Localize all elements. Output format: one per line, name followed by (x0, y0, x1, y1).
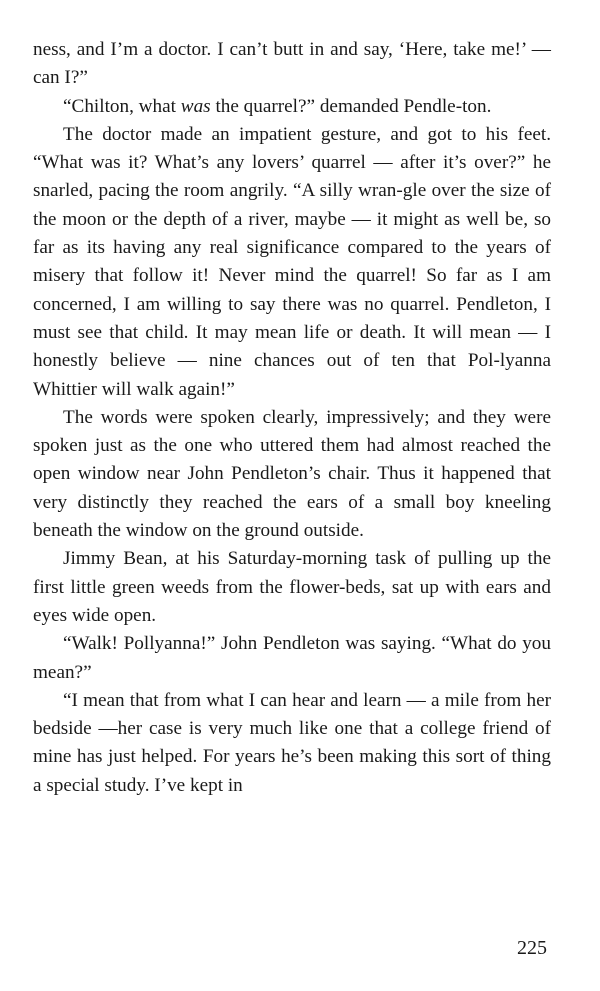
paragraph-4: The words were spoken clearly, impressively; and they were spoken just as the one who uttered them had almost reached the open window near John Pendleton’s chair. Thus it happened that very distinctly they reached the ears of a small boy kneeling beneath the window on the ground outside. (33, 406, 551, 542)
book-page-body (33, 36, 551, 800)
paragraph-2-tail: the quarrel?” demanded Pendle-ton. (210, 95, 492, 117)
paragraph-5: Jimmy Bean, at his Saturday-morning task of pulling up the first little green weeds from the flower-beds, sat up with ears and eyes wide open. (33, 548, 551, 626)
paragraph-3: The doctor made an impatient gesture, and got to his feet. “What was it? What’s any lovers’ quarrel — after it’s over?” he snarled, pacing the room angrily. “A silly wran-gle over the size of the moon or the depth of a river, maybe — it might as well be, so far as its having any real significance compared to the years of misery that follow it! Never mind the quarrel! So far as I am concerned, I am willing to say there was no quarrel. Pendleton, I must see that child. It may mean life or death. It will mean — I honestly believe — nine chances out of ten that Pol-lyanna Whittier will walk again!” (33, 123, 551, 400)
paragraph-2 (33, 93, 551, 121)
paragraph-2-lead: “Chilton, what (63, 95, 181, 117)
paragraph-6: “Walk! Pollyanna!” John Pendleton was saying. “What do you mean?” (33, 633, 551, 683)
paragraph-2-emphasis: was (180, 95, 211, 117)
page-number: 225 (517, 937, 547, 959)
paragraph-7: “I mean that from what I can hear and learn — a mile from her bedside —her case is very much like one that a college friend of mine has just helped. For years he’s been making this sort of thing a special study. I’ve kept in (33, 689, 551, 796)
paragraph-1: ness, and I’m a doctor. I can’t butt in and say, ‘Here, take me!’ — can I?” (33, 39, 551, 89)
